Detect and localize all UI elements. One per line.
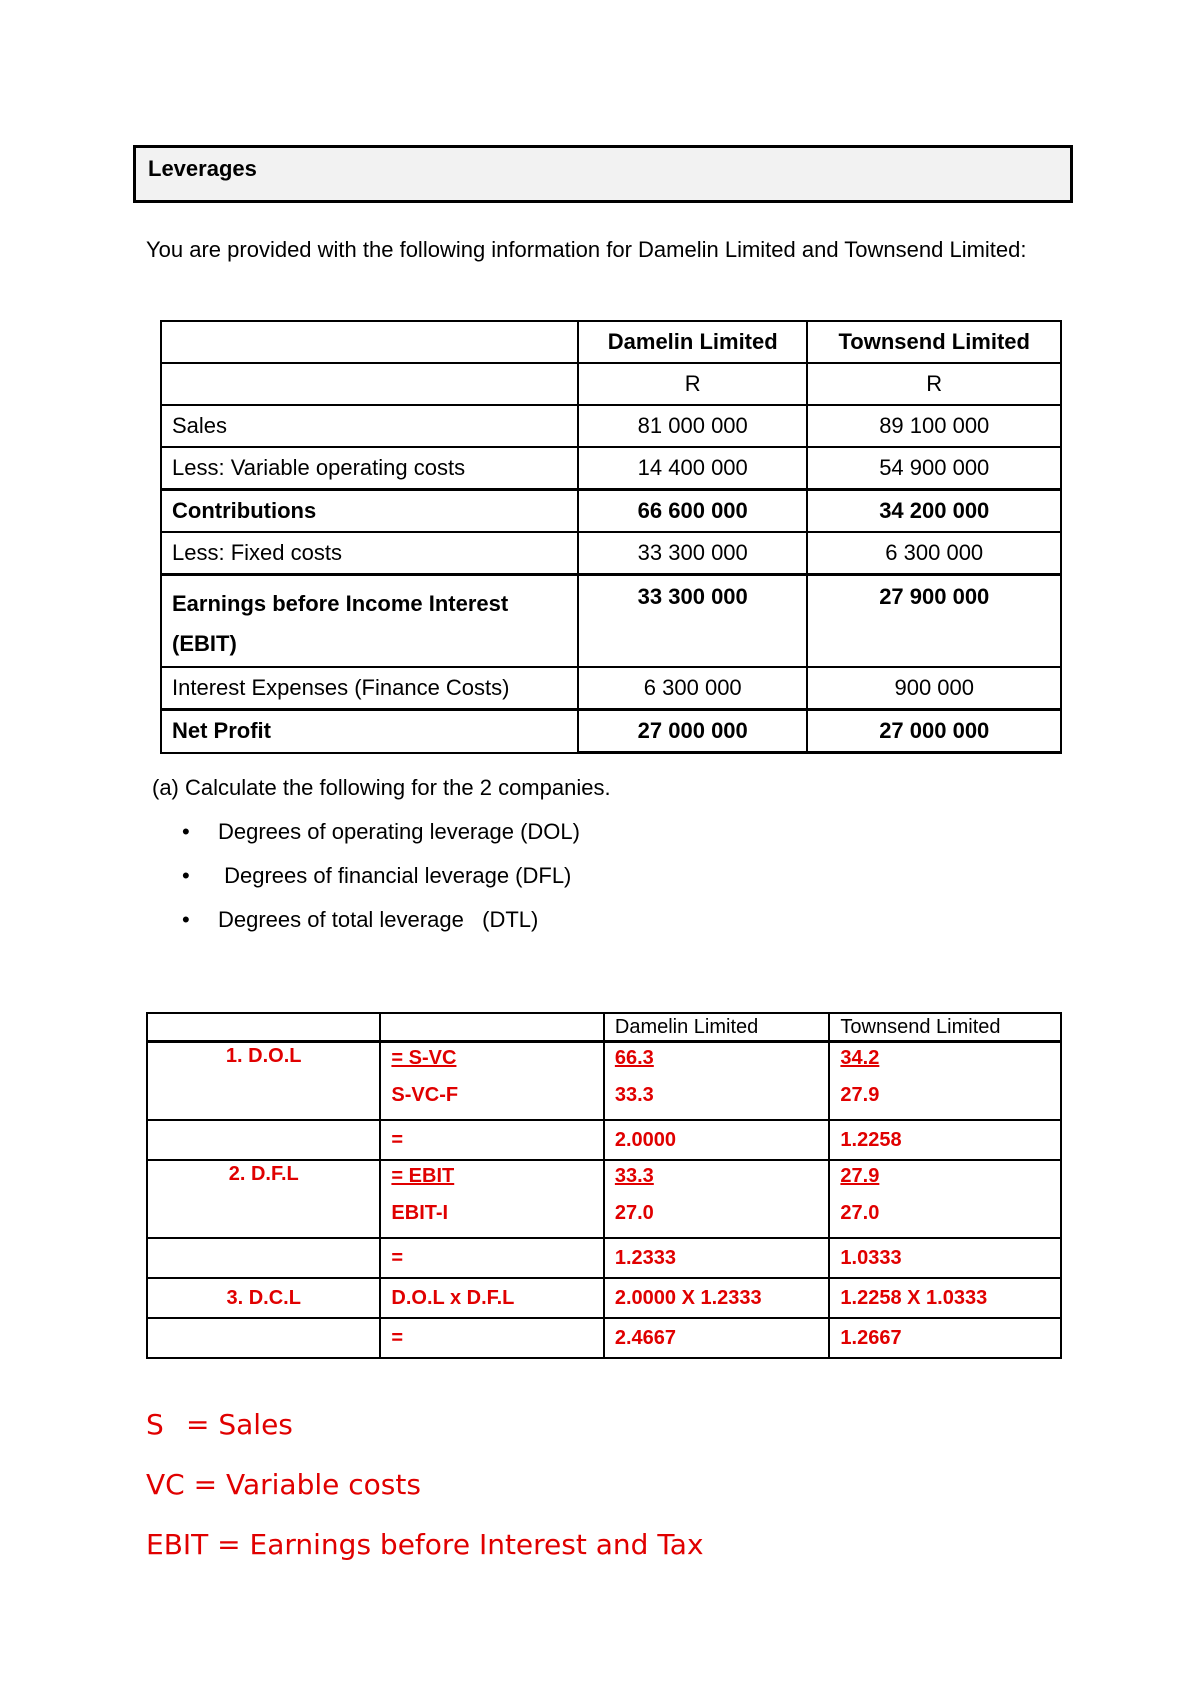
currency-cell: R <box>807 363 1061 405</box>
dol-result-townsend: 1.2258 <box>829 1120 1061 1160</box>
answer-header-row <box>147 1013 1061 1042</box>
cell-damelin: 66 600 000 <box>578 490 808 533</box>
row-label: Contributions <box>161 490 578 533</box>
empty-cell <box>147 1120 380 1160</box>
dol-label: 1. D.O.L <box>147 1042 380 1121</box>
legend-text: = Variable costs <box>193 1468 421 1501</box>
section-title: Leverages <box>148 156 257 181</box>
header-cell: Damelin Limited <box>578 321 808 363</box>
denominator-value: 27.0 <box>614 1202 654 1224</box>
cell-damelin: 14 400 000 <box>578 447 808 490</box>
dfl-damelin <box>604 1160 830 1238</box>
equals-sign: = <box>380 1120 603 1160</box>
numerator-value: 66.3 <box>614 1047 654 1069</box>
row-label: Sales <box>161 405 578 447</box>
dcl-label: 3. D.C.L <box>147 1278 380 1318</box>
dfl-formula-row <box>147 1160 1061 1238</box>
question-text: (a) Calculate the following for the 2 companies. <box>152 775 611 800</box>
cell-townsend: 54 900 000 <box>807 447 1061 490</box>
leverage-answer-table <box>146 1012 1062 1359</box>
dfl-result-damelin: 1.2333 <box>604 1238 830 1278</box>
dfl-result-row <box>147 1238 1061 1278</box>
dcl-result-townsend: 1.2667 <box>829 1318 1061 1358</box>
dcl-formula: D.O.L x D.F.L <box>380 1278 603 1318</box>
list-item: • Degrees of financial leverage (DFL) <box>170 854 580 898</box>
table-row <box>161 532 1061 575</box>
table-row <box>161 710 1061 753</box>
table-row <box>161 575 1061 668</box>
cell-townsend: 89 100 000 <box>807 405 1061 447</box>
cell-townsend: 900 000 <box>807 667 1061 710</box>
denominator-value: 27.9 <box>840 1084 880 1106</box>
dcl-formula-row <box>147 1278 1061 1318</box>
dfl-label: 2. D.F.L <box>147 1160 380 1238</box>
equals-sign: = <box>380 1318 603 1358</box>
formula-numerator: = S-VC <box>391 1047 457 1069</box>
formula-denominator: EBIT-I <box>391 1202 449 1224</box>
empty-cell <box>147 1318 380 1358</box>
table-row <box>161 447 1061 490</box>
row-label: Interest Expenses (Finance Costs) <box>161 667 578 710</box>
header-cell: Townsend Limited <box>807 321 1061 363</box>
list-item: • Degrees of total leverage (DTL) <box>170 898 580 942</box>
legend-item <box>146 1455 704 1515</box>
numerator-value: 34.2 <box>840 1047 880 1069</box>
row-label-line: (EBIT) <box>172 631 237 656</box>
list-item: • Degrees of operating leverage (DOL) <box>170 810 580 854</box>
denominator-value: 27.0 <box>840 1202 880 1224</box>
row-label: Less: Variable operating costs <box>161 447 578 490</box>
header-cell <box>161 321 578 363</box>
table-row <box>161 667 1061 710</box>
denominator-value: 33.3 <box>614 1084 654 1106</box>
dol-formula-row <box>147 1042 1061 1121</box>
dcl-damelin: 2.0000 X 1.2333 <box>604 1278 830 1318</box>
legend-key: EBIT <box>146 1528 209 1561</box>
legend-key: VC <box>146 1468 185 1501</box>
dol-damelin <box>604 1042 830 1121</box>
cell-damelin: 6 300 000 <box>578 667 808 710</box>
cell-damelin: 27 000 000 <box>578 710 808 753</box>
formula-denominator: S-VC-F <box>391 1084 459 1106</box>
dfl-townsend <box>829 1160 1061 1238</box>
cell-damelin: 81 000 000 <box>578 405 808 447</box>
cell-townsend: 27 000 000 <box>807 710 1061 753</box>
financial-table <box>160 320 1062 754</box>
header-cell <box>147 1013 380 1042</box>
bullet-list <box>170 810 580 942</box>
table-header-row <box>161 321 1061 363</box>
dol-result-row <box>147 1120 1061 1160</box>
currency-row <box>161 363 1061 405</box>
legend-item <box>146 1515 704 1575</box>
cell-townsend: 27 900 000 <box>807 575 1061 668</box>
row-label: Net Profit <box>161 710 578 753</box>
numerator-value: 33.3 <box>614 1165 654 1187</box>
row-label-line: Earnings before Income Interest <box>172 591 509 616</box>
formula-numerator: = EBIT <box>391 1165 455 1187</box>
dol-townsend <box>829 1042 1061 1121</box>
section-title-box <box>133 145 1073 203</box>
cell-damelin: 33 300 000 <box>578 575 808 668</box>
intro-paragraph: You are provided with the following information for Damelin Limited and Townsend Limited: <box>146 237 1027 262</box>
equals-sign: = <box>380 1238 603 1278</box>
row-label <box>161 575 578 668</box>
cell-damelin: 33 300 000 <box>578 532 808 575</box>
table-row <box>161 490 1061 533</box>
dcl-result-row <box>147 1318 1061 1358</box>
legend <box>146 1395 704 1575</box>
dol-formula <box>380 1042 603 1121</box>
header-cell <box>380 1013 603 1042</box>
header-cell: Townsend Limited <box>829 1013 1061 1042</box>
dfl-formula <box>380 1160 603 1238</box>
row-label: Less: Fixed costs <box>161 532 578 575</box>
header-cell: Damelin Limited <box>604 1013 830 1042</box>
dcl-townsend: 1.2258 X 1.0333 <box>829 1278 1061 1318</box>
currency-cell: R <box>578 363 808 405</box>
empty-cell <box>147 1238 380 1278</box>
dcl-result-damelin: 2.4667 <box>604 1318 830 1358</box>
dol-result-damelin: 2.0000 <box>604 1120 830 1160</box>
table-row <box>161 405 1061 447</box>
dfl-result-townsend: 1.0333 <box>829 1238 1061 1278</box>
cell-townsend: 34 200 000 <box>807 490 1061 533</box>
cell-townsend: 6 300 000 <box>807 532 1061 575</box>
legend-key: S <box>146 1408 164 1441</box>
numerator-value: 27.9 <box>840 1165 880 1187</box>
legend-text: = Earnings before Interest and Tax <box>217 1528 704 1561</box>
currency-cell <box>161 363 578 405</box>
legend-item <box>146 1395 704 1455</box>
legend-text: = Sales <box>186 1408 293 1441</box>
